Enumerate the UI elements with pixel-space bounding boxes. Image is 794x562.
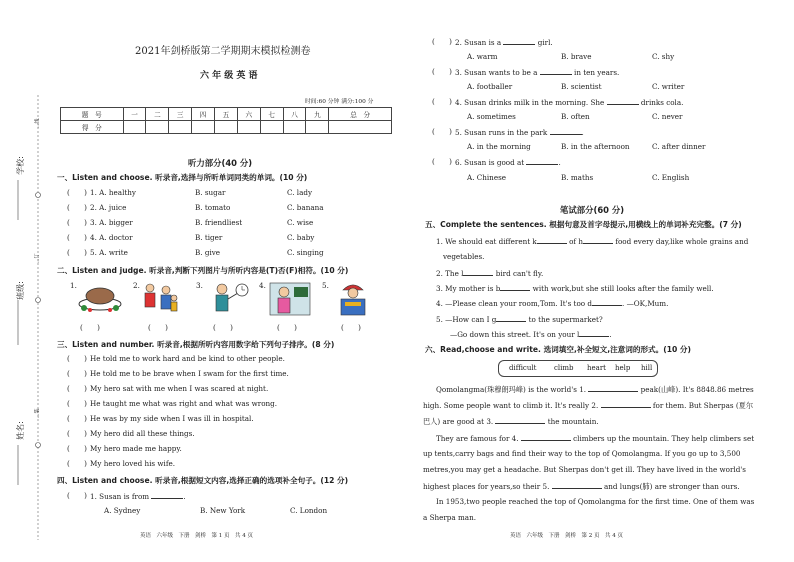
option-a: 5. A. write [90, 248, 128, 257]
q-stem-text: 3. Susan wants to be a [455, 68, 538, 77]
s5-line-4 [436, 298, 668, 308]
q-paren[interactable]: ( ) [432, 67, 452, 76]
answer-blank[interactable] [583, 236, 613, 244]
writing-title: 笔试部分(60 分) [560, 205, 625, 215]
score-header-cell: 题 号 [61, 108, 124, 121]
s5-text: 3. My mother is [436, 284, 494, 293]
passage-text: high. Some people want to climb it. It's really 2. [423, 401, 599, 410]
q-stem-text: 5. Susan runs in the park [455, 128, 548, 137]
q-stem [455, 37, 553, 47]
option-a: A. footballer [467, 82, 513, 91]
answer-blank[interactable] [521, 433, 571, 441]
order-paren[interactable]: ( ) [67, 354, 87, 363]
score-header-cell: 总 分 [329, 108, 392, 121]
option-a: 1. A. healthy [90, 188, 136, 197]
answer-blank[interactable] [540, 67, 572, 75]
teacher-board-icon [268, 281, 312, 317]
grade-subject: 六 年 级 英 语 [200, 71, 258, 81]
passage-text: and lungs(肺) are stronger than ours. [603, 482, 740, 491]
passage-line: metres,you may get a headache. But Sherpas don't get ill. They have lived in the world's [423, 465, 746, 474]
passage-line: In 1953,two people reached the top of Qomolangma for the first time. One of them was [436, 497, 755, 506]
option-b: B. New York [200, 506, 246, 515]
option-a: 2. A. juice [90, 203, 127, 212]
answer-blank[interactable] [526, 157, 561, 167]
q-paren[interactable]: ( ) [432, 97, 452, 106]
score-header-cell: 六 [237, 108, 260, 121]
option-c: C. London [290, 506, 328, 515]
q-stem-end: . [183, 492, 186, 501]
order-sentence: My hero loved his wife. [90, 459, 176, 468]
order-sentence: He taught me what was right and what was wrong. [90, 399, 278, 408]
option-b: B. tomato [195, 203, 231, 212]
q-stem-text: 1. Susan is from [90, 492, 150, 501]
s5-text: of [569, 237, 577, 246]
hint-letter: l [576, 330, 580, 339]
order-sentence: My hero did all these things. [90, 429, 195, 438]
q-paren[interactable]: ( ) [432, 157, 452, 166]
option-a: A. Chinese [467, 173, 507, 182]
order-paren[interactable]: ( ) [67, 414, 87, 423]
judge-paren[interactable]: ( ) [213, 323, 233, 332]
s5-text: 4. —Please clean your room,Tom. It's too [436, 299, 586, 308]
section-5-heading: 五、Complete the sentences. 根据句意及首字母提示,用横线上的单词补充完整。(7 分) [425, 220, 742, 229]
order-paren[interactable]: ( ) [67, 459, 87, 468]
option-c: C. writer [652, 82, 685, 91]
passage-line: up tents,carry bags and find their way to the top of Qomolangma. If you go up to 3,500 [423, 449, 741, 458]
section-4-heading: 四、Listen and choose. 听录音,根据短文内容,选择正确的选项补全句子。(12 分) [57, 476, 349, 485]
q-stem [455, 127, 584, 137]
option-c: C. lady [287, 188, 313, 197]
s5-line-5b [450, 329, 612, 339]
section-3-heading: 三、Listen and number. 听录音,根据所听内容用数字给下列句子排序。(8 分) [57, 340, 335, 349]
score-cell[interactable] [237, 121, 260, 134]
q-stem-end: in ten years. [574, 68, 620, 77]
q-stem-text: 2. Susan is a [455, 38, 502, 47]
option-a: 3. A. bigger [90, 218, 133, 227]
judge-paren[interactable]: ( ) [277, 323, 297, 332]
passage-text: peak(山峰). It's 8848.86 metres [640, 385, 754, 394]
seal-pack-label: …装 [34, 408, 41, 419]
option-c: C. shy [652, 52, 675, 61]
section-1-heading: 一、Listen and choose. 听录音,选择与所听单词同类的单词。(10 分) [57, 173, 308, 182]
s5-text: 5. —How can I [436, 315, 490, 324]
turkey-dinner-icon [76, 282, 124, 314]
score-cell[interactable] [169, 121, 192, 134]
score-cell[interactable] [260, 121, 283, 134]
family-icon [140, 281, 180, 317]
s5-text: 2. The [436, 269, 459, 278]
word-option: help [615, 364, 631, 372]
s5-text: bird can't fly. [495, 269, 544, 278]
order-paren[interactable]: ( ) [67, 384, 87, 393]
word-option: heart [587, 364, 606, 372]
order-paren[interactable]: ( ) [67, 429, 87, 438]
score-header-cell: 四 [192, 108, 215, 121]
passage-text: the mountain. [547, 417, 599, 426]
answer-blank[interactable] [496, 314, 526, 322]
listening-title: 听力部分(40 分) [188, 158, 253, 168]
time-score-meta: 时间:60 分钟 满分:100 分 [305, 99, 374, 105]
passage-text: Qomolangma(珠穆朗玛峰) is the world's 1. [436, 385, 587, 394]
judge-paren[interactable]: ( ) [341, 323, 361, 332]
option-c: C. English [652, 173, 690, 182]
answer-blank[interactable] [607, 97, 639, 105]
order-sentence: My hero made me happy. [90, 444, 182, 453]
q-stem-text: 6. Susan is good at [455, 158, 525, 167]
order-paren[interactable]: ( ) [67, 444, 87, 453]
score-header-cell: 三 [169, 108, 192, 121]
option-b: B. in the afternoon [561, 142, 630, 151]
q-paren[interactable]: ( ) [67, 218, 87, 227]
option-b: B. brave [561, 52, 592, 61]
s5-text: —Go down this street. It's on your [450, 330, 575, 339]
answer-blank[interactable] [495, 416, 545, 424]
score-header-cell: 九 [306, 108, 329, 121]
score-cell[interactable] [215, 121, 238, 134]
answer-blank[interactable] [552, 481, 602, 489]
answer-blank[interactable] [601, 400, 651, 408]
judge-paren[interactable]: ( ) [80, 323, 100, 332]
passage-line [436, 384, 754, 394]
order-sentence: He told me to be brave when I swam for the first time. [90, 369, 289, 378]
passage-text: highest places for years,so their 5. [423, 482, 550, 491]
s5-line-1 [436, 236, 748, 246]
q-paren[interactable]: ( ) [67, 491, 87, 500]
s5-text: . [609, 330, 612, 339]
option-a: 4. A. doctor [90, 233, 133, 242]
score-cell[interactable] [123, 121, 146, 134]
q-stem-end: . [581, 128, 584, 137]
footer-right: 英语 六年级 下册 剑桥 第 2 页 共 4 页 [510, 533, 623, 539]
option-a: A. warm [467, 52, 498, 61]
pic-number: 1. [70, 281, 77, 290]
q-paren[interactable]: ( ) [432, 127, 452, 136]
option-b: B. friendliest [195, 218, 243, 227]
passage-line [436, 433, 754, 443]
score-header-cell: 八 [283, 108, 306, 121]
option-b: B. maths [561, 173, 594, 182]
q-stem [455, 97, 683, 107]
option-c: C. singing [287, 248, 324, 257]
hint-letter: h [578, 237, 584, 246]
option-c: C. banana [287, 203, 324, 212]
answer-blank[interactable] [576, 329, 612, 339]
binding-margin [0, 0, 46, 562]
q-stem-text: 4. Susan drinks milk in the morning. She [455, 98, 605, 107]
hint-letter: g [491, 315, 497, 324]
option-b: B. tiger [195, 233, 223, 242]
q-paren[interactable]: ( ) [67, 233, 87, 242]
score-cell[interactable] [283, 121, 306, 134]
answer-blank[interactable] [588, 384, 638, 392]
s5-text: vegetables. [443, 252, 485, 261]
s5-text: 1. We should eat different [436, 237, 531, 246]
option-b: B. scientist [561, 82, 602, 91]
score-cell[interactable] [306, 121, 329, 134]
s5-text: . —OK,Mum. [622, 299, 669, 308]
option-c: C. wise [287, 218, 314, 227]
pic-number: 2. [133, 281, 140, 290]
passage-text: 巴人) are good at 3. [423, 417, 494, 426]
worker-icon [333, 280, 373, 318]
q-paren[interactable]: ( ) [67, 248, 87, 257]
q-stem-end: . [558, 158, 561, 167]
answer-blank[interactable] [550, 127, 582, 135]
score-header-cell: 一 [123, 108, 146, 121]
q-paren[interactable]: ( ) [67, 188, 87, 197]
s5-line-3 [436, 283, 714, 293]
option-b: B. sugar [195, 188, 226, 197]
s5-text: to the supermarket? [528, 315, 603, 324]
pic-number: 5. [322, 281, 329, 290]
s5-text: food every day,like whole grains and [615, 237, 749, 246]
seal-line-label: …线 [34, 118, 41, 129]
hint-letter: l [461, 269, 464, 278]
score-cell[interactable] [192, 121, 215, 134]
school-label: 学校: [15, 156, 25, 175]
section-2-heading: 二、Listen and judge. 听录音,判断下列图片与所听内容是(T)否(F)相符。(10 分) [57, 266, 349, 275]
hint-letter: d [587, 299, 593, 308]
passage-text: climbers up the mountain. They help climbers set [573, 434, 755, 443]
pic-number: 3. [196, 281, 203, 290]
passage-line: a Sherpa man. [423, 513, 476, 522]
section-6-heading: 六、Read,choose and write. 选词填空,补全短文,注意词的形式。(10 分) [425, 345, 691, 354]
hint-letter: k [532, 237, 537, 246]
q-stem [455, 67, 619, 77]
q-stem [455, 157, 561, 167]
option-a: A. in the morning [467, 142, 531, 151]
score-header-cell: 五 [215, 108, 238, 121]
passage-text: They are famous for 4. [436, 434, 519, 443]
option-c: C. never [652, 112, 683, 121]
answer-blank[interactable] [151, 491, 186, 501]
s5-text: with work,but she still looks after the family well. [532, 284, 714, 293]
passage-line [423, 400, 753, 410]
exam-title: 2021年剑桥版第二学期期末模拟检测卷 [135, 46, 311, 57]
score-row-label: 得 分 [61, 121, 124, 134]
order-paren[interactable]: ( ) [67, 369, 87, 378]
q-paren[interactable]: ( ) [67, 203, 87, 212]
order-paren[interactable]: ( ) [67, 399, 87, 408]
footer-left: 英语 六年级 下册 剑桥 第 1 页 共 4 页 [140, 533, 253, 539]
s5-line-2 [436, 268, 543, 278]
word-option: hill [641, 364, 653, 372]
score-header-cell: 七 [260, 108, 283, 121]
option-c: C. baby [287, 233, 315, 242]
score-cell[interactable] [329, 121, 392, 134]
answer-blank[interactable] [592, 298, 622, 306]
option-b: B. often [561, 112, 590, 121]
s5-line-5 [436, 314, 603, 324]
q-stem [90, 491, 186, 501]
option-a: A. sometimes [467, 112, 516, 121]
order-sentence: He was by my side when I was ill in hospital. [90, 414, 254, 423]
name-label: 姓名: [15, 421, 25, 440]
order-sentence: He told me to work hard and be kind to other people. [90, 354, 285, 363]
passage-line [423, 481, 740, 491]
answer-blank[interactable] [463, 268, 493, 276]
q-stem-end: girl. [537, 38, 553, 47]
seal-bind-label: …订 [34, 253, 41, 264]
judge-paren[interactable]: ( ) [148, 323, 168, 332]
score-table [60, 107, 392, 134]
answer-blank[interactable] [500, 283, 530, 291]
q-paren[interactable]: ( ) [432, 37, 452, 46]
pic-number: 4. [259, 281, 266, 290]
man-with-clock-icon [206, 281, 250, 317]
passage-line [423, 416, 599, 426]
word-option: climb [554, 364, 574, 372]
q-stem-end: drinks cola. [640, 98, 684, 107]
option-c: C. after dinner [652, 142, 706, 151]
answer-blank[interactable] [537, 236, 567, 244]
word-option: difficult [509, 364, 537, 372]
score-header-cell: 二 [146, 108, 169, 121]
class-label: 班级: [15, 281, 25, 300]
option-a: A. Sydney [104, 506, 141, 515]
word-bank [498, 360, 658, 377]
option-b: B. give [195, 248, 221, 257]
passage-text: for them. But Sherpas (夏尔 [652, 401, 754, 410]
score-cell[interactable] [146, 121, 169, 134]
answer-blank[interactable] [503, 37, 535, 45]
order-sentence: My hero sat with me when I was scared at night. [90, 384, 269, 393]
hint-letter: b [495, 284, 501, 293]
